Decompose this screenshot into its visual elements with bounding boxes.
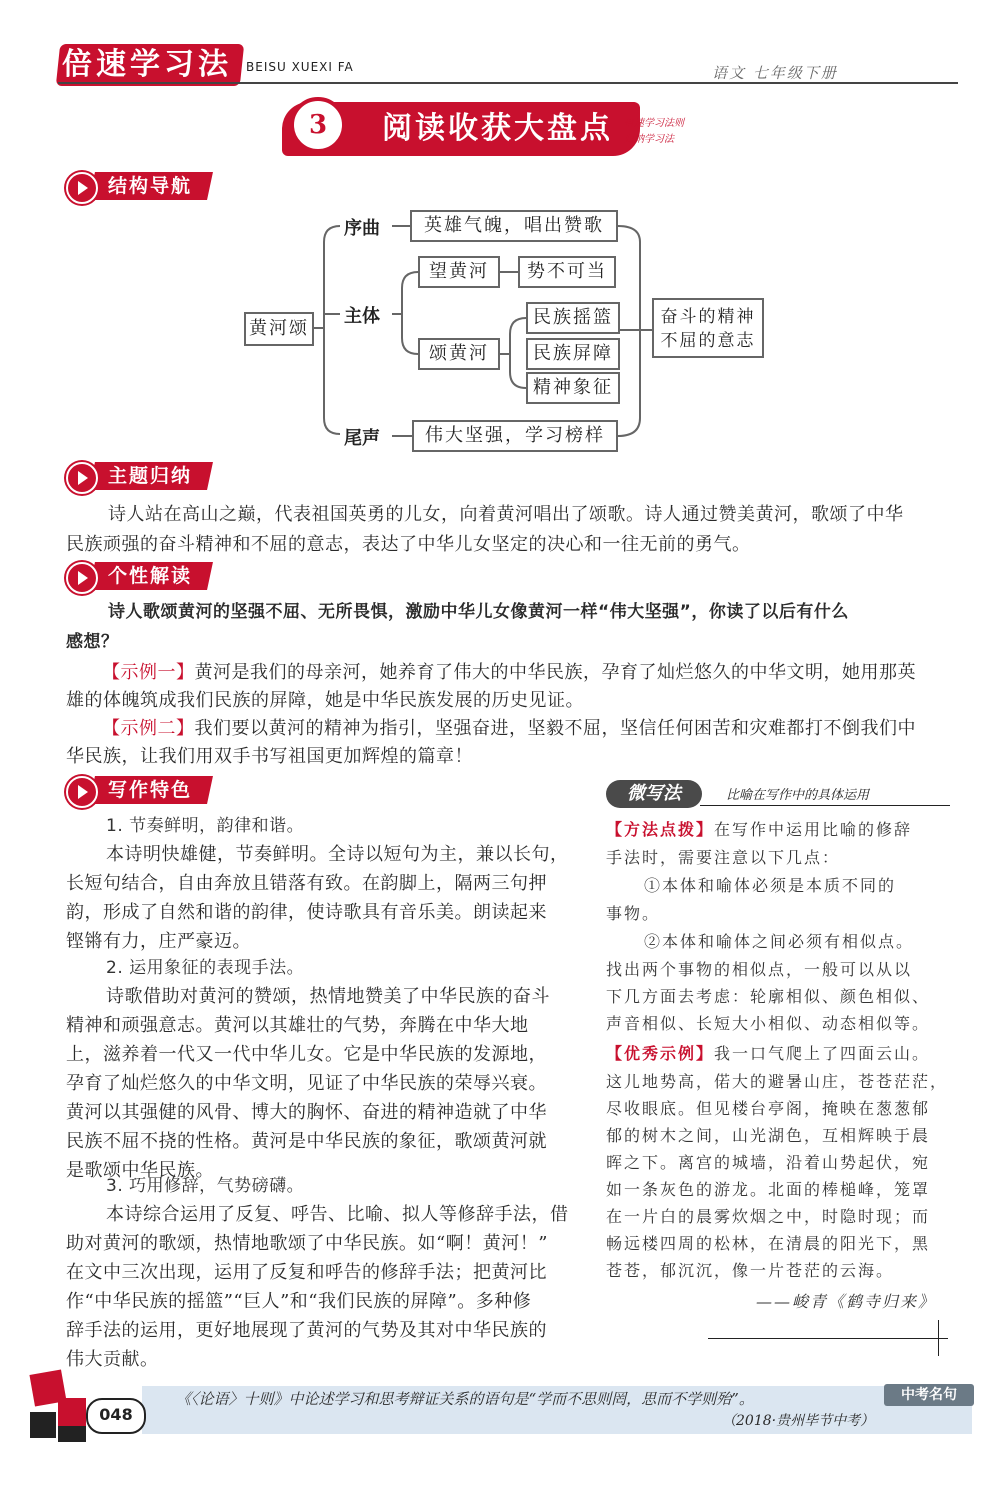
writing-point-2: 2. 运用象征的表现手法。 [106,958,305,978]
tip-line-1 [606,816,912,843]
line: 如一条灰色的游龙。北面的棒槌峰，笼罩 [606,1180,931,1199]
label-coda: 尾声 [344,428,380,449]
line: 民族不屈不挠的性格。黄河是中华民族的象征，歌颂黄河就 [66,1131,547,1152]
excellent-example-line-1 [606,1040,930,1067]
tip-tag: 【方法点拨】 [606,820,715,839]
side-end-line [708,1338,948,1339]
node-praise-barrier: 民族屏障 [526,338,620,370]
footer-quote: 《〈论语〉十则》中论述学习和思考辩证关系的语句是“学而不思则罔，思而不学则殆”。 [176,1390,754,1408]
excellent-example-text: 我一口气爬上了四面云山。 [714,1044,931,1063]
question-line-1: 诗人歌颂黄河的坚强不屈、无所畏惧，激励中华儿女像黄河一样“伟大坚强”，你读了以后有什么 [108,602,849,622]
example-1-tag: 【示例一】 [102,662,195,683]
line: 畅远楼四周的松林，在清晨的阳光下，黑 [606,1234,931,1253]
mindmap-root: 黄河颂 [244,312,314,346]
example-2-line-2: 华民族，让我们用双手书写祖国更加辉煌的篇章！ [66,746,473,767]
line: 助对黄河的歌颂，热情地歌颂了中华民族。如“啊！黄河！” [66,1233,548,1254]
point-1-line-1: ①本体和喻体必须是本质不同的 [644,876,897,895]
banner-note-line2: 归纳学习法 [624,134,674,145]
line: 韵，形成了自然和谐的韵律，使诗歌具有音乐美。朗读起来 [66,902,547,923]
excellent-example-source: ——峻青《鹤寺归来》 [756,1292,937,1311]
line: 声音相似、长短大小相似、动态相似等。 [606,1014,931,1033]
line: 在一片白的晨雾炊烟之中，时隐时现；而 [606,1207,931,1226]
heading-theme [66,462,216,490]
line: 本诗明快雄健，节奏鲜明。全诗以短句为主，兼以长句， [106,844,569,865]
line: 长短句结合，自由奔放且错落有致。在韵脚上，隔两三句押 [66,873,547,894]
excellent-example-tag: 【优秀示例】 [606,1044,715,1063]
footer-decor-square [30,1412,56,1438]
example-2-tag: 【示例二】 [102,718,195,739]
node-praise: 颂黄河 [418,338,500,370]
heading-label: 结构导航 [108,175,193,197]
writing-point-1: 1. 节奏鲜明，韵律和谐。 [106,816,305,836]
line: 找出两个事物的相似点，一般可以从以 [606,960,913,979]
node-coda: 伟大坚强，学习榜样 [412,420,618,452]
node-praise-symbol: 精神象征 [526,372,620,404]
heading-label: 写作特色 [108,779,193,801]
side-end-tick [938,1320,939,1356]
line: 铿锵有力，庄严豪迈。 [66,931,251,952]
line: 诗歌借助对黄河的赞颂，热情地赞美了中华民族的奋斗 [106,986,550,1007]
writing-point-3: 3. 巧用修辞，气势磅礴。 [106,1176,305,1196]
section-title: 阅读收获大盘点 [382,111,613,146]
line: 是歌颂中华民族。 [66,1160,214,1181]
play-icon [66,462,98,494]
writing-para-2 [66,982,586,1185]
node-praise-cradle: 民族摇篮 [526,302,620,334]
spirit-line1: 奋斗的精神 [660,307,756,327]
heading-label: 个性解读 [108,565,193,587]
spirit-line2: 不屈的意志 [660,331,756,351]
excellent-example-body [606,1068,948,1284]
footer-source: （2018·贵州毕节中考） [722,1413,875,1429]
point-1-line-2: 事物。 [606,904,661,923]
point-2-line-1: ②本体和喻体之间必须有相似点。 [644,932,915,951]
node-prelude: 英雄气魄，唱出赞歌 [410,210,618,242]
play-icon [66,776,98,808]
line: 上，滋养着一代又一代中华儿女。它是中华民族的发源地， [66,1044,547,1065]
example-2-line-1 [102,714,916,743]
heading-writing [66,776,216,804]
line: 苍苍，郁沉沉，像一片苍茫的云海。 [606,1261,895,1280]
page-number: 048 [86,1398,146,1434]
example-1-line-1 [102,658,916,687]
banner-note-line1: 倍速学习法则 [624,118,684,129]
heading-label: 主题归纳 [108,465,193,487]
writing-para-1 [66,840,586,956]
node-watch: 望黄河 [418,256,500,288]
line: 下几方面去考虑：轮廓相似、颜色相似、 [606,987,931,1006]
line: 作“中华民族的摇篮”“巨人”和“我们民族的屏障”。多种修 [66,1291,532,1312]
line: 本诗综合运用了反复、呼告、比喻、拟人等修辞手法，借 [106,1204,569,1225]
side-title: 比喻在写作中的具体运用 [726,788,870,803]
footer-decor-square [58,1398,86,1426]
tip-line-2: 手法时，需要注意以下几点： [606,848,841,867]
section-number: 3 [290,97,346,153]
heading-reading [66,562,216,590]
line: 伟大贡献。 [66,1349,159,1370]
example-1-line-2: 雄的体魄筑成我们民族的屏障，她是中华民族发展的历史见证。 [66,690,584,711]
line: 精神和顽强意志。黄河以其雄壮的气势，奔腾在中华大地 [66,1015,529,1036]
example-1-text: 黄河是我们的母亲河，她养育了伟大的中华民族，孕育了灿烂悠久的中华文明，她用那英 [194,662,916,683]
line: 晖之下。离宫的城墙，沿着山势起伏，宛 [606,1153,931,1172]
theme-line-2: 民族顽强的奋斗精神和不屈的意志，表达了中华儿女坚定的决心和一往无前的勇气。 [66,534,751,555]
side-badge: 微写法 [606,780,702,808]
label-main: 主体 [344,306,380,327]
line: 孕育了灿烂悠久的中华文明，见证了中华民族的荣辱兴衰。 [66,1073,547,1094]
node-watch-detail: 势不可当 [518,256,616,288]
subject-grade: 语文 七年级下册 [712,64,838,82]
line: 这儿地势高，偌大的避暑山庄，苍苍茫茫， [606,1072,949,1091]
line: 黄河以其强健的风骨、博大的胸怀、奋进的精神造就了中华 [66,1102,547,1123]
example-2-text: 我们要以黄河的精神为指引，坚强奋进，坚毅不屈，坚信任何困苦和灾难都打不倒我们中 [194,718,916,739]
theme-line-1: 诗人站在高山之巅，代表祖国英勇的儿女，向着黄河唱出了颂歌。诗人通过赞美黄河，歌颂了中华 [108,504,904,525]
question-line-2: 感想？ [66,632,119,652]
line: 郁的树木之间，山光湖色，互相辉映于晨 [606,1126,931,1145]
brand-subtitle: BEISU XUEXI FA [246,60,354,74]
writing-para-3 [66,1200,586,1374]
line: 辞手法的运用，更好地展现了黄河的气势及其对中华民族的 [66,1320,547,1341]
point-2-body [606,956,930,1037]
line: 在文中三次出现，运用了反复和呼告的修辞手法；把黄河比 [66,1262,547,1283]
side-divider [700,805,950,806]
line: 尽收眼底。但见楼台亭阁，掩映在葱葱郁 [606,1099,931,1118]
tip-text: 在写作中运用比喻的修辞 [714,820,913,839]
label-prelude: 序曲 [344,218,380,239]
node-spirit [652,298,764,358]
play-icon [66,562,98,594]
footer-decor-square [58,1426,86,1442]
footer-badge: 中考名句 [884,1384,974,1406]
brand-title: 倍速学习法 [62,47,232,82]
